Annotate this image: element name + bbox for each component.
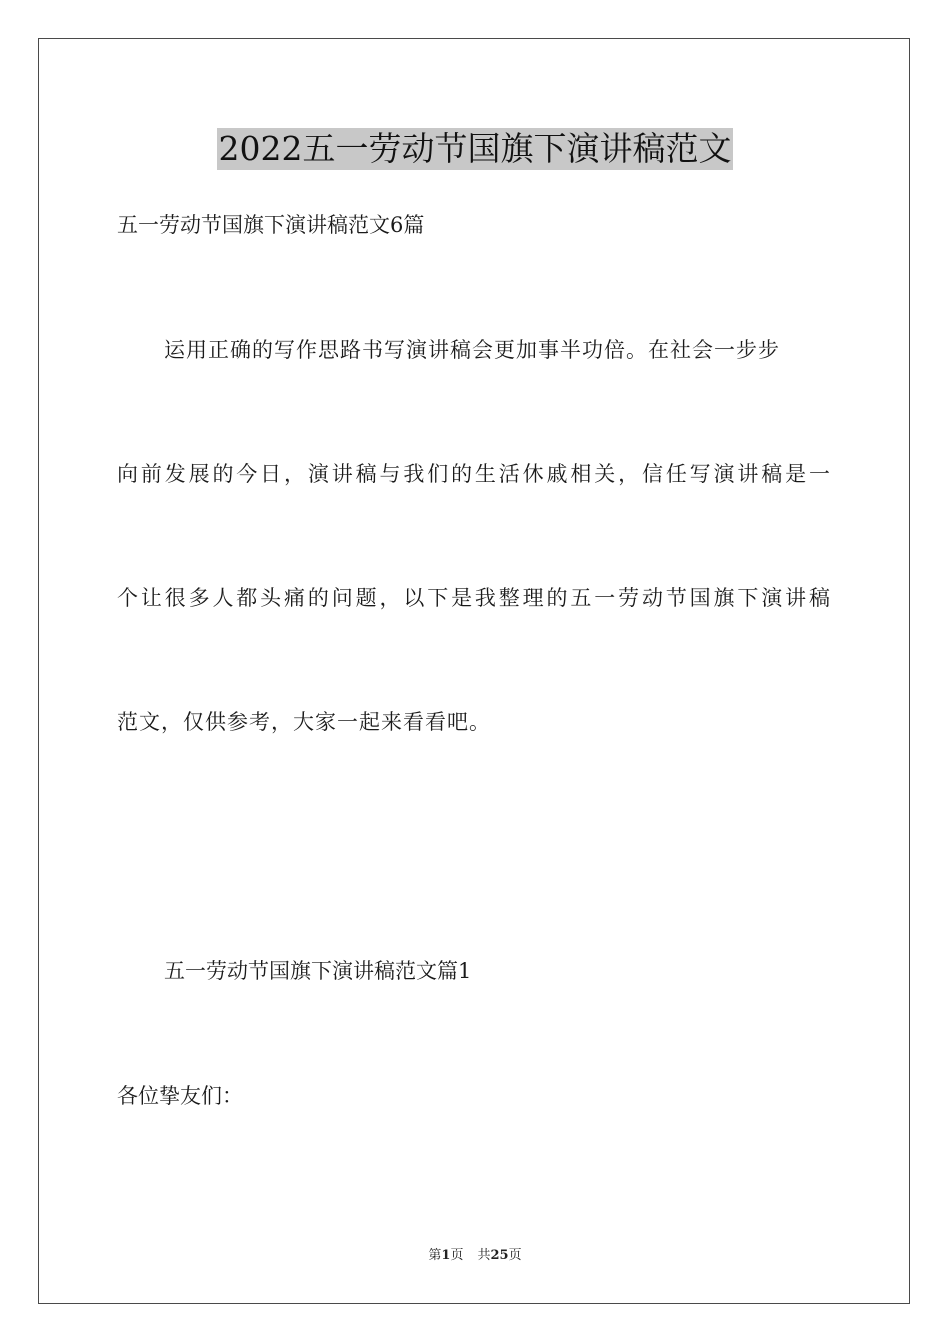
footer-total-pages: 25 [490,1248,509,1263]
title-container [0,128,950,170]
footer-page-prefix: 第 [428,1248,442,1263]
paragraph-line-3: 个让很多人都头痛的问题，以下是我整理的五一劳动节国旗下演讲稿 [117,586,831,610]
page-footer [0,1247,950,1265]
footer-page-number: 1 [441,1248,451,1263]
footer-total-prefix: 共 [477,1248,491,1263]
footer-total-suffix: 页 [508,1248,522,1263]
paragraph-line-2: 向前发展的今日，演讲稿与我们的生活休戚相关，信任写演讲稿是一 [117,462,831,486]
footer-page-suffix: 页 [450,1248,464,1263]
document-title: 2022五一劳动节国旗下演讲稿范文 [218,129,732,168]
section-heading: 五一劳动节国旗下演讲稿范文篇1 [164,959,472,983]
paragraph-line-4: 范文，仅供参考，大家一起来看看吧。 [117,710,491,734]
document-subtitle: 五一劳动节国旗下演讲稿范文6篇 [117,213,425,237]
greeting: 各位挚友们： [117,1084,243,1108]
paragraph-line-1: 运用正确的写作思路书写演讲稿会更加事半功倍。在社会一步步 [164,338,780,362]
